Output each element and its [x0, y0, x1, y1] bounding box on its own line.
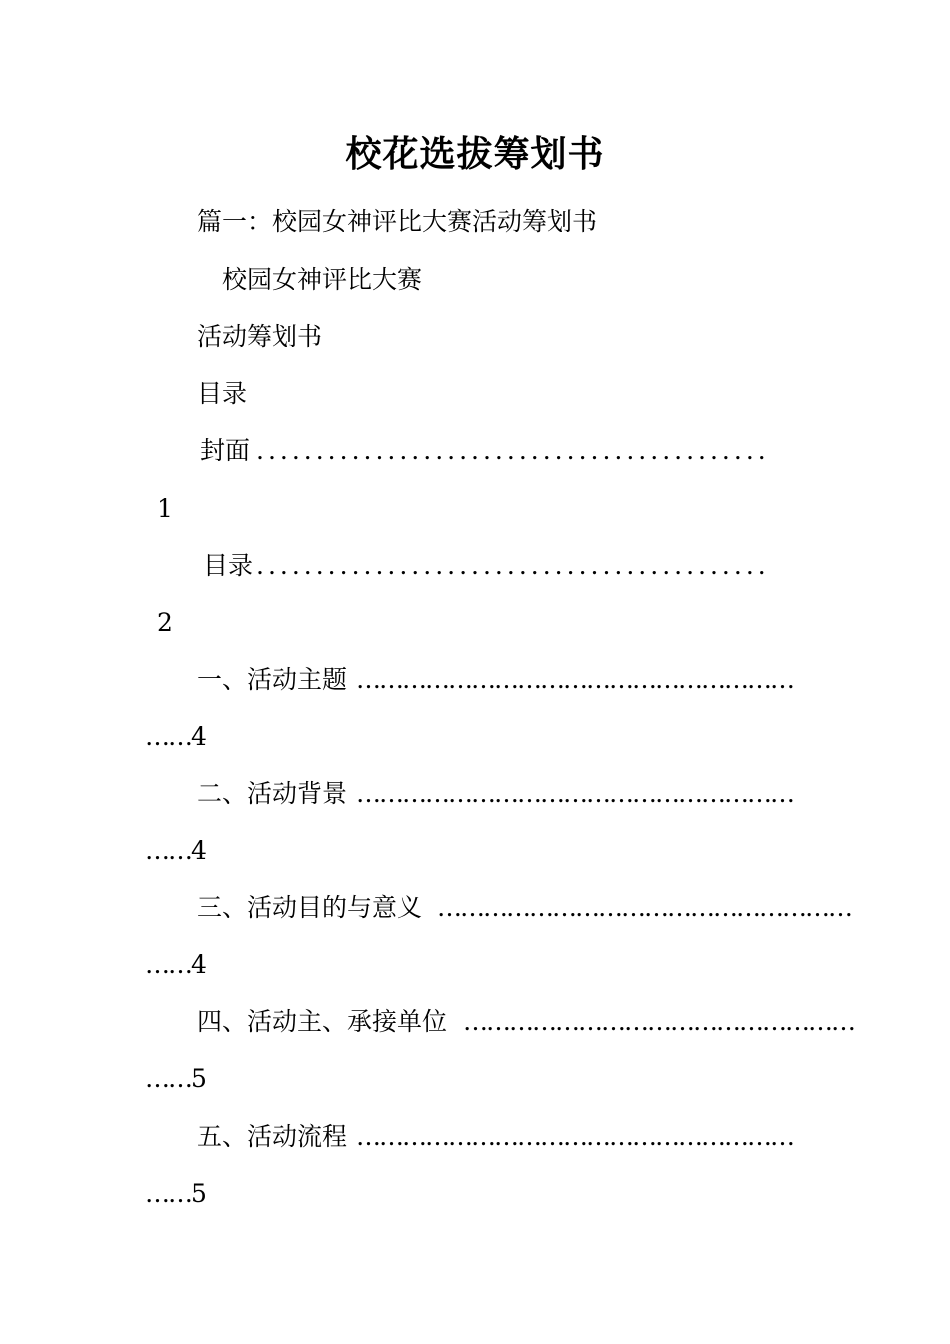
- toc-entry-page: [145, 720, 207, 754]
- document-title: 校花选拔筹划书: [345, 133, 605, 175]
- toc-entry-leader: …………………………………………………: [356, 779, 793, 808]
- toc-entry-label: 封面: [200, 436, 251, 465]
- toc-entry-leader: ……………………………………………: [463, 1007, 854, 1036]
- toc-entry-page-prefix: ……: [145, 1064, 191, 1093]
- toc-entry-page: 2: [157, 608, 173, 637]
- toc-entry-page: 1: [157, 494, 173, 523]
- toc-entry-label: 一、活动主题: [197, 665, 348, 694]
- toc-label: 目录: [197, 379, 248, 408]
- toc-entry-page-number: 4: [191, 950, 207, 979]
- toc-entry-label: 目录: [203, 551, 254, 580]
- toc-entry-leader: ...........................................: [256, 436, 770, 465]
- toc-entry-page-prefix: ……: [145, 722, 191, 751]
- document-heading: 篇一：校园女神评比大赛活动筹划书: [197, 207, 598, 236]
- toc-entry-page-number: 4: [191, 836, 207, 865]
- document-subtitle-1: 校园女神评比大赛: [222, 265, 423, 294]
- toc-entry-page-prefix: ……: [145, 1179, 191, 1208]
- toc-entry-leader: ...........................................: [256, 551, 770, 580]
- toc-entry-label: 三、活动目的与意义: [197, 893, 423, 922]
- toc-entry-page: [145, 1062, 207, 1096]
- toc-entry-label: 二、活动背景: [197, 779, 348, 808]
- toc-entry-page-number: 5: [191, 1064, 207, 1093]
- toc-entry-page-prefix: ……: [145, 836, 191, 865]
- toc-entry-leader: …………………………………………………: [356, 665, 793, 694]
- toc-entry-page-prefix: ……: [145, 950, 191, 979]
- toc-entry-leader: ………………………………………………: [437, 893, 851, 922]
- document-subtitle-2: 活动筹划书: [197, 322, 323, 351]
- toc-entry-label: 五、活动流程: [197, 1122, 348, 1151]
- toc-entry-leader: …………………………………………………: [356, 1122, 793, 1151]
- toc-entry-label: 四、活动主、承接单位: [197, 1007, 448, 1036]
- toc-entry-page: [145, 948, 207, 982]
- toc-entry-page: [145, 1177, 207, 1211]
- toc-entry-page: [145, 834, 207, 868]
- toc-entry-page-number: 5: [191, 1179, 207, 1208]
- toc-entry-page-number: 4: [191, 722, 207, 751]
